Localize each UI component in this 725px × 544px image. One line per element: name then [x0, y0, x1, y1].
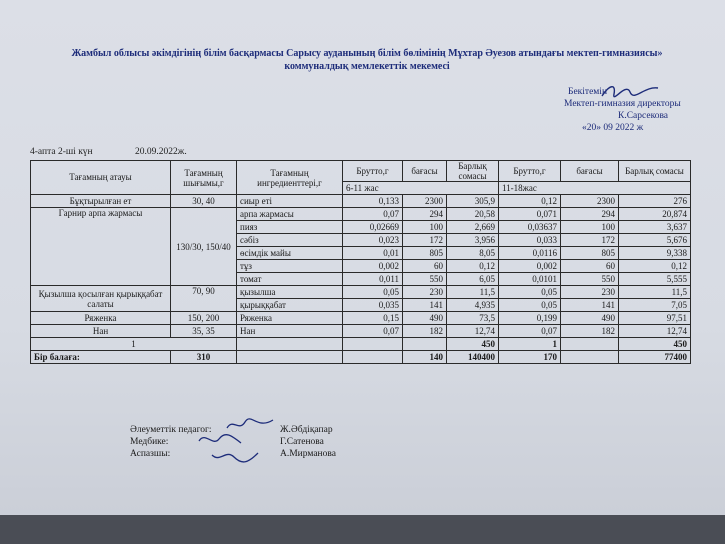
brutto-cell: 0,05 — [499, 299, 561, 312]
dish-cell: Ряженка — [31, 312, 171, 325]
total-price-cell: 140 — [403, 351, 447, 364]
brutto-cell: 0,07 — [343, 325, 403, 338]
table-row — [31, 325, 691, 338]
brutto-cell: 0,05 — [499, 286, 561, 299]
price-cell: 2300 — [561, 195, 619, 208]
ingredient-cell: пияз — [237, 221, 343, 234]
document-title — [22, 47, 712, 73]
price-cell: 141 — [561, 299, 619, 312]
dish-cell: Қызылша қосылған қырыққабат салаты — [31, 286, 171, 312]
ingredient-cell: қырыққабат — [237, 299, 343, 312]
brutto-cell: 0,199 — [499, 312, 561, 325]
sum-cell: 7,05 — [619, 299, 691, 312]
sum-cell: 20,58 — [447, 208, 499, 221]
age-group-cell: 11-18жас — [499, 182, 691, 195]
sum-cell: 11,5 — [447, 286, 499, 299]
approval-name: К.Сарсекова — [618, 111, 669, 121]
price-cell: 805 — [403, 247, 447, 260]
brutto-cell: 0,05 — [343, 286, 403, 299]
week-line — [30, 147, 227, 157]
sum-cell: 12,74 — [619, 325, 691, 338]
ingredient-cell: арпа жармасы — [237, 208, 343, 221]
price-cell: 2300 — [403, 195, 447, 208]
empty-cell — [561, 351, 619, 364]
price-cell: 182 — [403, 325, 447, 338]
brutto-cell: 0,0116 — [499, 247, 561, 260]
sum-cell: 20,874 — [619, 208, 691, 221]
header-cell: бағасы — [561, 161, 619, 182]
total-row — [31, 351, 691, 364]
price-cell: 100 — [561, 221, 619, 234]
brutto-cell: 0,07 — [499, 325, 561, 338]
header-cell: Барлық сомасы — [619, 161, 691, 182]
sum-cell: 2,669 — [447, 221, 499, 234]
sum-cell: 5,555 — [619, 273, 691, 286]
brutto-cell: 0,12 — [499, 195, 561, 208]
price-cell: 172 — [561, 234, 619, 247]
brutto-cell: 0,033 — [499, 234, 561, 247]
price-cell: 490 — [403, 312, 447, 325]
price-cell: 230 — [403, 286, 447, 299]
price-cell: 490 — [561, 312, 619, 325]
age-group-cell: 6-11 жас — [343, 182, 499, 195]
yield-cell: 70, 90 — [171, 286, 237, 312]
dish-cell: Бұқтырылған ет — [31, 195, 171, 208]
brutto-cell: 0,071 — [499, 208, 561, 221]
brutto-cell: 0,002 — [499, 260, 561, 273]
total-brutto-cell: 170 — [499, 351, 561, 364]
header-cell: Тағамның ингредиенттері,г — [237, 161, 343, 195]
empty-cell — [343, 351, 403, 364]
brutto-cell: 0,07 — [343, 208, 403, 221]
menu-table — [30, 160, 691, 364]
yield-cell: 130/30, 150/40 — [171, 208, 237, 286]
sum-cell: 6,05 — [447, 273, 499, 286]
header-cell: Барлық сомасы — [447, 161, 499, 182]
sum-cell: 450 — [619, 338, 691, 351]
ingredient-cell: сәбіз — [237, 234, 343, 247]
ingredient-cell: сиыр еті — [237, 195, 343, 208]
sum-cell: 4,935 — [447, 299, 499, 312]
sum-cell: 3,637 — [619, 221, 691, 234]
signature-role: Аспазшы: — [130, 449, 171, 459]
ingredient-cell: өсімдік майы — [237, 247, 343, 260]
signature-name: Г.Сатенова — [280, 437, 324, 447]
signature-name: Ж.Әбдіқапар — [280, 425, 333, 435]
brutto-cell: 0,035 — [343, 299, 403, 312]
header-cell: бағасы — [403, 161, 447, 182]
brutto-cell: 0,02669 — [343, 221, 403, 234]
empty-cell — [237, 338, 343, 351]
price-cell: 60 — [561, 260, 619, 273]
approval-position: Мектеп-гимназия директоры — [564, 99, 681, 109]
approval-label: Бекітемін — [568, 87, 608, 97]
total-sum-cell: 77400 — [619, 351, 691, 364]
price-cell: 141 — [403, 299, 447, 312]
sum-cell: 450 — [447, 338, 499, 351]
price-cell: 550 — [403, 273, 447, 286]
brutto-cell: 0,011 — [343, 273, 403, 286]
sum-cell: 5,676 — [619, 234, 691, 247]
sum-cell: 12,74 — [447, 325, 499, 338]
extra-row — [31, 338, 691, 351]
sum-cell: 276 — [619, 195, 691, 208]
yield-cell: 30, 40 — [171, 195, 237, 208]
total-label-cell: Бір балаға: — [31, 351, 171, 364]
yield-cell: 150, 200 — [171, 312, 237, 325]
header-cell: Тағамның атауы — [31, 161, 171, 195]
signature-role: Әлеуметтік педагог: — [130, 425, 212, 435]
sum-cell: 9,338 — [619, 247, 691, 260]
signature-name: А.Мирманова — [280, 449, 336, 459]
cook-signature-icon — [210, 447, 260, 465]
brutto-cell: 1 — [499, 338, 561, 351]
extra-count-cell: 1 — [31, 338, 237, 351]
sum-cell: 0,12 — [447, 260, 499, 273]
header-cell: Брутто,г — [343, 161, 403, 182]
approval-date: «20» 09 2022 ж — [582, 123, 644, 133]
price-cell: 294 — [403, 208, 447, 221]
ingredient-cell: Ряженка — [237, 312, 343, 325]
sum-cell: 0,12 — [619, 260, 691, 273]
ingredient-cell: қызылша — [237, 286, 343, 299]
dish-cell: Нан — [31, 325, 171, 338]
ingredient-cell: Нан — [237, 325, 343, 338]
photo-background — [0, 515, 725, 544]
total-yield-cell: 310 — [171, 351, 237, 364]
title-line-2: коммуналдық мемлекеттік мекемесі — [284, 61, 450, 72]
brutto-cell: 0,01 — [343, 247, 403, 260]
empty-cell — [237, 351, 343, 364]
yield-cell: 35, 35 — [171, 325, 237, 338]
brutto-cell: 0,03637 — [499, 221, 561, 234]
price-cell: 60 — [403, 260, 447, 273]
table-header-row — [31, 161, 691, 182]
total-sum-cell: 140400 — [447, 351, 499, 364]
brutto-cell: 0,133 — [343, 195, 403, 208]
brutto-cell: 0,15 — [343, 312, 403, 325]
dish-cell: Гарнир арпа жармасы — [31, 208, 171, 286]
signature-role: Медбике: — [130, 437, 169, 447]
sum-cell: 305,9 — [447, 195, 499, 208]
title-line-1: Жамбыл облысы әкімдігінің білім басқармасы Сарысу ауданының білім бөлімінің Мұхтар Әуезов атындағы мектеп-гимназиясы» — [71, 48, 663, 59]
sum-cell: 97,51 — [619, 312, 691, 325]
ingredient-cell: тұз — [237, 260, 343, 273]
empty-cell — [403, 338, 447, 351]
table-row — [31, 286, 691, 299]
price-cell: 182 — [561, 325, 619, 338]
week-label: 4-апта 2-ші күн — [30, 147, 93, 157]
header-cell: Брутто,г — [499, 161, 561, 182]
table-row — [31, 208, 691, 221]
price-cell: 230 — [561, 286, 619, 299]
empty-cell — [561, 338, 619, 351]
table-row — [31, 312, 691, 325]
price-cell: 100 — [403, 221, 447, 234]
sum-cell: 73,5 — [447, 312, 499, 325]
brutto-cell: 0,0101 — [499, 273, 561, 286]
table-row — [31, 195, 691, 208]
sum-cell: 3,956 — [447, 234, 499, 247]
empty-cell — [343, 338, 403, 351]
header-cell: Тағамның шығымы,г — [171, 161, 237, 195]
price-cell: 172 — [403, 234, 447, 247]
price-cell: 550 — [561, 273, 619, 286]
price-cell: 294 — [561, 208, 619, 221]
approval-block — [540, 86, 710, 134]
brutto-cell: 0,002 — [343, 260, 403, 273]
week-date: 20.09.2022ж. — [135, 147, 187, 157]
brutto-cell: 0,023 — [343, 234, 403, 247]
sum-cell: 11,5 — [619, 286, 691, 299]
ingredient-cell: томат — [237, 273, 343, 286]
sum-cell: 8,05 — [447, 247, 499, 260]
price-cell: 805 — [561, 247, 619, 260]
